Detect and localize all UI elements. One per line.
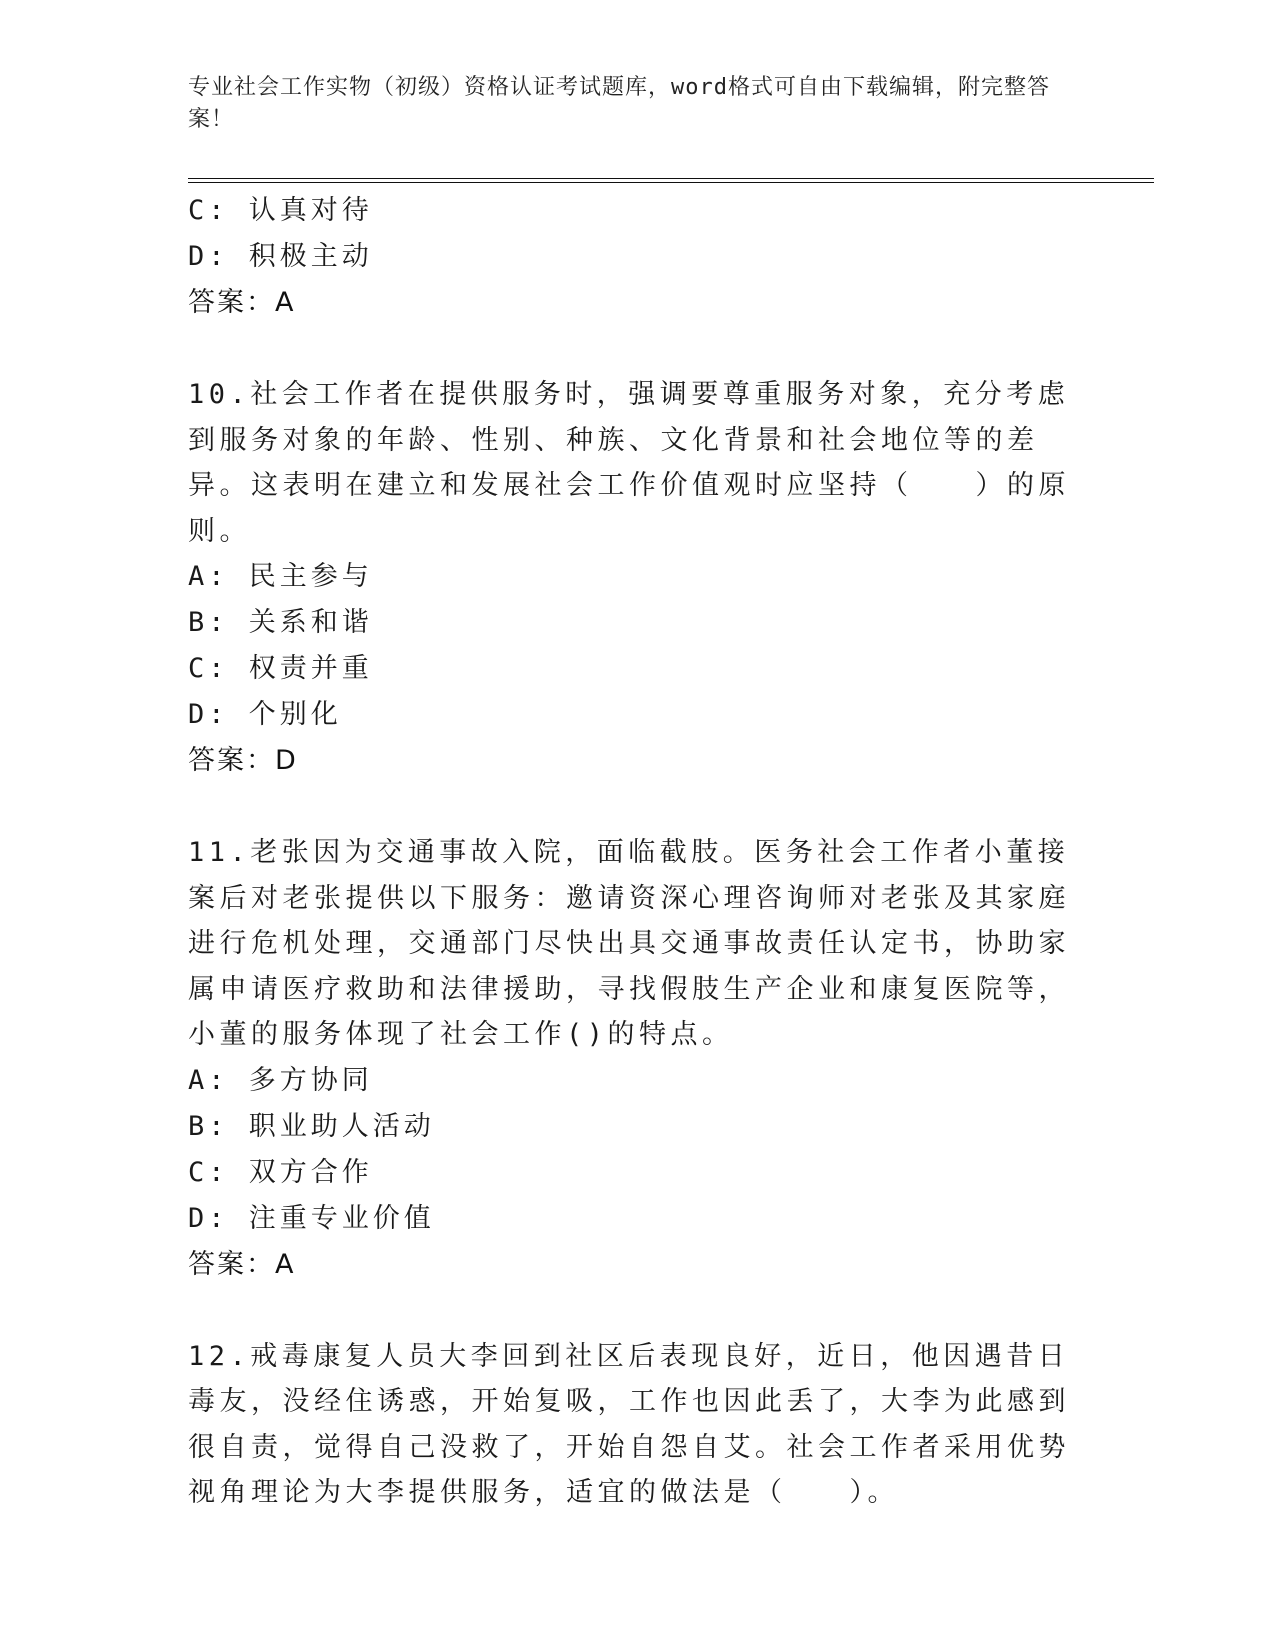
option-c: C: 认真对待 [188, 195, 373, 226]
page-header: 专业社会工作实物（初级）资格认证考试题库，word格式可自由下载编辑，附完整答案！ [188, 75, 1050, 132]
question-11-text: 11.老张因为交通事故入院，面临截肢。医务社会工作者小董接案后对老张提供以下服务：邀请资深心理咨询师对老张及其家庭进行危机处理，交通部门尽快出具交通事故责任认定书，协助家属申请医疗救助和法律援助，寻找假肢生产企业和康复医院等，小董的服务体现了社会工作()的特点。 [188, 837, 1070, 1050]
spacer [188, 326, 1088, 372]
question-11-option-c: C: 双方合作 [188, 1156, 373, 1188]
spacer [188, 784, 1088, 830]
question-10-option-b: B: 关系和谐 [188, 607, 373, 638]
question-11-option-a: A: 多方协同 [188, 1064, 373, 1096]
spacer [188, 1288, 1088, 1334]
question-10-option-c: C: 权责并重 [188, 653, 373, 684]
question-10-answer: 答案：D [188, 745, 298, 776]
question-12-text: 12.戒毒康复人员大李回到社区后表现良好，近日，他因遇昔日毒友，没经住诱惑，开始复吸，工作也因此丢了，大李为此感到很自责，觉得自己没救了，开始自怨自艾。社会工作者采用优势视角理论为大李提供服务，适宜的做法是（ ）。 [188, 1340, 1070, 1508]
question-content [188, 188, 1088, 1516]
option-d: D: 积极主动 [188, 241, 373, 272]
question-11-answer: 答案：A [188, 1248, 296, 1280]
question-10-text: 10.社会工作者在提供服务时，强调要尊重服务对象，充分考虑到服务对象的年龄、性别、种族、文化背景和社会地位等的差异。这表明在建立和发展社会工作价值观时应坚持（ ）的原则。 [188, 379, 1070, 547]
question-10-option-a: A: 民主参与 [188, 561, 373, 592]
header-divider [188, 178, 1154, 183]
question-10-option-d: D: 个别化 [188, 699, 342, 730]
question-11-option-b: B: 职业助人活动 [188, 1110, 435, 1142]
question-11-option-d: D: 注重专业价值 [188, 1202, 435, 1234]
answer: 答案：A [188, 287, 296, 318]
